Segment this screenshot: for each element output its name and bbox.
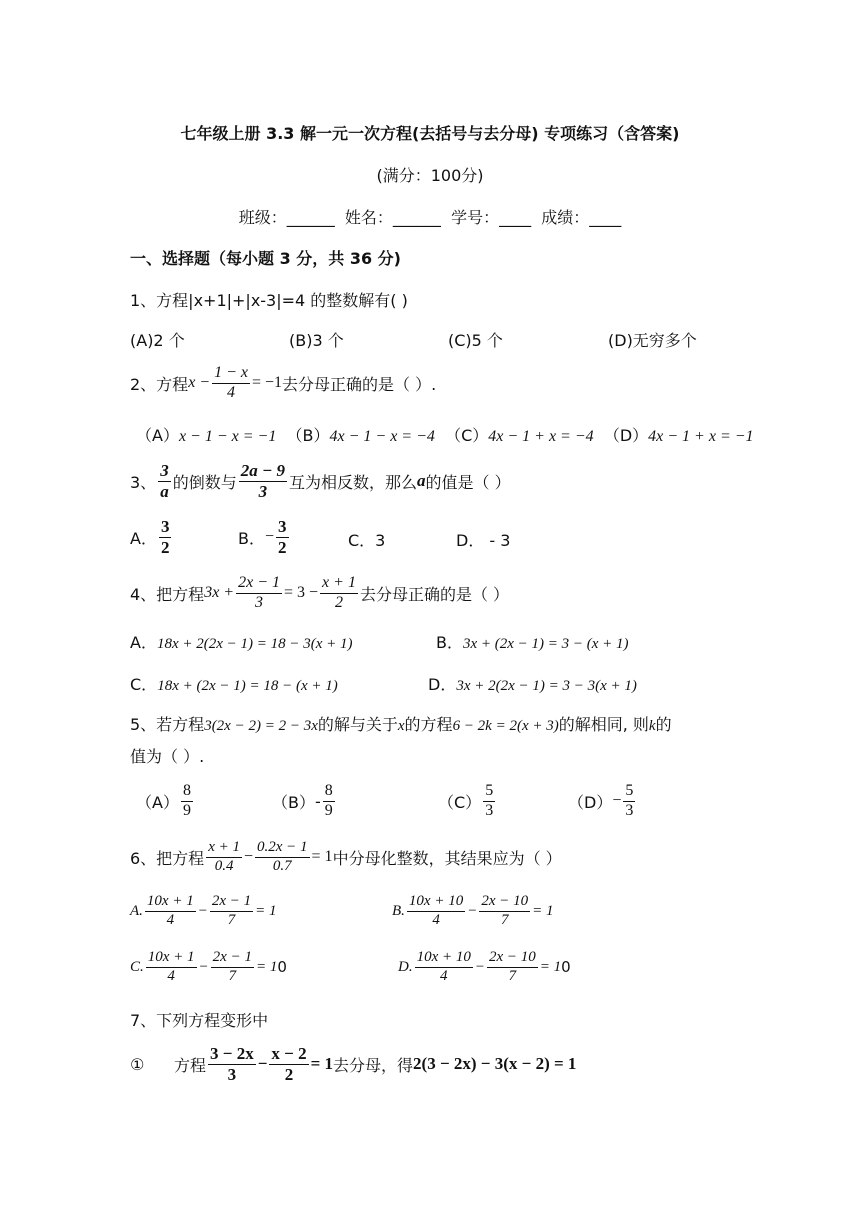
- q4-option-d-expr: 3x + 2(2x − 1) = 3 − 3(x + 1): [456, 678, 637, 694]
- q4-f2-den: 2: [335, 593, 343, 611]
- q5-option-b: [272, 776, 337, 826]
- q6-option-c-frac1: [146, 949, 197, 985]
- q5-option-b-num: 8: [323, 782, 335, 801]
- q4-option-c-expr: 18x + (2x − 1) = 18 − (x + 1): [157, 678, 338, 694]
- q5-option-a: [136, 776, 195, 826]
- q2-options: [136, 423, 754, 446]
- q4-option-a-label: A．: [130, 633, 157, 652]
- q6-option-d-rhs: = 1: [539, 958, 562, 975]
- q7-item-1-n2: x − 2: [271, 1043, 307, 1063]
- class-blank: ______: [286, 208, 335, 227]
- q6-option-a-d1: 4: [166, 911, 175, 928]
- q6-option-d-n2: 2x − 10: [487, 949, 538, 967]
- q1-option-d: (D)无穷多个: [608, 331, 697, 350]
- q5-stem-line2: 值为（ ）.: [130, 747, 205, 766]
- q4-f1-num: 2x − 1: [236, 574, 282, 593]
- q3-option-b-fraction: [276, 517, 289, 557]
- student-id-label: 学号：: [451, 208, 500, 227]
- q6-option-a-d2: 7: [227, 911, 236, 928]
- q6-fraction-1: [206, 839, 242, 875]
- score-label: 成绩：: [541, 208, 590, 227]
- q2-option-a-expr: x − 1 − x = −1: [178, 428, 277, 445]
- q4-expr-a: 3x +: [204, 584, 235, 601]
- q4-prefix: 4、把方程: [130, 584, 205, 604]
- q2-prefix: 2、方程: [130, 374, 189, 394]
- q7-item-1-result: 2(3 − 2x) − 3(x − 2) = 1: [413, 1054, 577, 1073]
- q5-mid: 的解与关于: [317, 715, 398, 734]
- q5-option-d-den: 3: [625, 801, 634, 819]
- q5-option-a-fraction: [181, 782, 193, 820]
- name-blank: ______: [392, 208, 441, 227]
- q4-fraction-1: [236, 574, 282, 612]
- q5-var: x: [397, 718, 405, 734]
- q5-option-a-den: 9: [182, 801, 191, 819]
- q6-option-b-d1: 4: [432, 911, 440, 928]
- student-id-blank: ____: [499, 208, 532, 227]
- q6-option-a-n1: 10x + 1: [145, 893, 196, 911]
- q4-option-d: [428, 672, 637, 695]
- q6-option-a-frac2: [210, 893, 253, 929]
- q2-frac-num: 1 − x: [212, 364, 250, 383]
- q6-f1-num: x + 1: [206, 839, 242, 857]
- q6-option-c-label: C.: [130, 958, 144, 975]
- q6-option-d-tail: 0: [561, 958, 571, 976]
- q6-minus: −: [243, 848, 253, 865]
- q7-item-1-d1: 3: [227, 1064, 237, 1084]
- q6-option-a: A. $\frac{10x + 1}{4}$ − $\frac{2x - 1}{7}$ = 1: [130, 893, 277, 928]
- q2-option-b-label: （B）: [286, 426, 330, 445]
- q6-option-b-rhs: = 1: [532, 902, 554, 919]
- q6-option-c-d1: 4: [167, 967, 175, 984]
- q3-f1-den: a: [160, 481, 169, 501]
- q6-option-d-d2: 7: [508, 967, 517, 984]
- q2-expr-b: = −1: [252, 374, 283, 391]
- student-info-line: [0, 205, 860, 228]
- q6-option-b-frac2: [479, 893, 530, 929]
- q4-f2-num: x + 1: [320, 574, 358, 593]
- q4-option-d-label: D．: [428, 675, 457, 694]
- q2-option-a-label: （A）: [136, 426, 179, 445]
- q2-fraction: [212, 364, 250, 402]
- q4-option-b-label: B．: [436, 633, 463, 652]
- q5-option-c-den: 3: [485, 801, 494, 819]
- q5-option-c-label: （C）: [438, 792, 482, 812]
- document-title: 七年级上册 3.3 解一元一次方程(去括号与去分母) 专项练习（含答案): [180, 124, 680, 143]
- q5-option-d-sign: −: [612, 792, 622, 809]
- q3-suffix: 的值是（ ）: [425, 472, 511, 492]
- q3-stem: [130, 456, 511, 506]
- q6-option-d-label: D.: [398, 958, 413, 975]
- q6-option-b-frac1: [407, 893, 465, 929]
- q3-option-a: [130, 512, 173, 562]
- q6-option-c-rhs: = 1: [255, 958, 278, 975]
- q2-expr-a: x −: [188, 374, 211, 391]
- q4-suffix: 去分母正确的是（ ）: [359, 584, 510, 604]
- q4-expr-b: = 3 −: [284, 584, 319, 601]
- q2-option-d-label: （D）: [603, 426, 649, 445]
- q3-option-d: D． - 3: [456, 531, 511, 550]
- q7-item-1-eq: = 1: [310, 1054, 334, 1073]
- q3-f2-den: 3: [258, 481, 268, 501]
- q6-option-d-frac2: [487, 949, 538, 985]
- score-blank: ____: [589, 208, 622, 227]
- q6-stem: [130, 832, 562, 882]
- q3-fraction-2: [239, 461, 287, 501]
- q2-suffix: 去分母正确的是（ ）.: [282, 374, 437, 394]
- q6-option-c-tail: 0: [277, 958, 287, 976]
- q7-item-1-d2: 2: [284, 1064, 294, 1084]
- q1-option-a: (A)2 个: [130, 331, 185, 350]
- q6-suffix: 中分母化整数，其结果应为（ ）: [332, 848, 562, 868]
- q4-option-c-label: C．: [130, 675, 158, 694]
- q5-option-c-num: 5: [483, 782, 495, 801]
- q6-option-c-d2: 7: [228, 967, 237, 984]
- q6-option-a-rhs: = 1: [255, 902, 277, 919]
- q5-suffix: 的: [655, 715, 672, 734]
- q7-item-1-frac1: [208, 1044, 256, 1084]
- q2-option-c-label: （C）: [445, 426, 489, 445]
- q3-option-b-sign: −: [264, 528, 275, 545]
- q6-option-c-n1: 10x + 1: [146, 949, 197, 967]
- q5-option-c-fraction: [483, 782, 495, 820]
- q5-option-d-label: （D）: [568, 792, 613, 812]
- q7-item-1-prefix: 方程: [174, 1055, 207, 1075]
- q3-option-a-label: A．: [130, 528, 157, 548]
- name-label: 姓名：: [344, 208, 393, 227]
- q6-option-a-frac1: [145, 893, 196, 929]
- q1-option-c: (C)5 个: [448, 331, 503, 350]
- q3-f2-num: 2a − 9: [240, 460, 286, 480]
- q4-option-a: [130, 630, 353, 653]
- q4-option-b-expr: 3x + (2x − 1) = 3 − (x + 1): [462, 636, 629, 652]
- q2-stem: [130, 358, 436, 408]
- q4-option-c: [130, 672, 338, 695]
- q5-option-d-fraction: [623, 782, 635, 820]
- q1-stem: 1、方程|x+1|+|x-3|=4 的整数解有( ): [130, 291, 408, 310]
- q3-option-b-den: 2: [278, 537, 287, 557]
- q6-option-a-n2: 2x − 1: [210, 893, 253, 911]
- q6-option-b-n2: 2x − 10: [479, 893, 530, 911]
- q3-option-a-num: 3: [160, 516, 170, 536]
- q5-option-a-num: 8: [181, 782, 193, 801]
- q5-option-d-num: 5: [623, 782, 635, 801]
- q2-option-b-expr: 4x − 1 − x = −4: [329, 428, 435, 445]
- q5-prefix: 5、若方程: [130, 715, 205, 734]
- q7-item-1-minus: −: [257, 1054, 268, 1073]
- q7-item-1-frac2: [269, 1044, 308, 1084]
- q5-mid2: 的方程: [404, 715, 453, 734]
- q4-stem: [130, 568, 509, 618]
- q7-item-1-mid: 去分母，得: [333, 1055, 414, 1075]
- q6-f2-num: 0.2x − 1: [255, 839, 310, 857]
- full-marks: (满分：100分): [376, 166, 484, 185]
- q3-option-b-label: B．: [238, 528, 265, 548]
- q6-option-d-frac1: [415, 949, 473, 985]
- q6-option-c-frac2: [211, 949, 254, 985]
- q7-item-1-marker: ①: [130, 1054, 145, 1074]
- q6-option-d-n1: 10x + 10: [415, 949, 473, 967]
- q4-fraction-2: [320, 574, 358, 612]
- q5-stem-line1: [130, 712, 672, 735]
- q7-item-1-n1: 3 − 2x: [210, 1043, 254, 1063]
- q3-option-c: C．3: [348, 531, 386, 550]
- q5-option-b-label: （B）: [272, 792, 315, 812]
- q1-option-b: (B)3 个: [289, 331, 344, 350]
- q4-option-a-expr: 18x + 2(2x − 1) = 18 − 3(x + 1): [156, 636, 353, 652]
- q5-eq1: 3(2x − 2) = 2 − 3x: [204, 718, 318, 734]
- q6-option-c: C. $\frac{10x + 1}{4}$ − $\frac{2x - 1}{7}$ = 1 0: [130, 949, 287, 984]
- q5-option-b-den: 9: [324, 801, 333, 819]
- q3-mid: 的倒数与: [172, 472, 237, 492]
- q6-option-d-d1: 4: [439, 967, 448, 984]
- q3-f1-num: 3: [160, 460, 169, 480]
- q4-f1-den: 3: [255, 593, 264, 611]
- class-label: 班级：: [238, 208, 287, 227]
- q2-option-d-expr: 4x − 1 + x = −1: [648, 428, 754, 445]
- q3-option-a-den: 2: [160, 537, 170, 557]
- q4-option-b: [436, 630, 629, 653]
- q6-option-b-d2: 7: [500, 911, 509, 928]
- q6-option-b: B. $\frac{10x + 10}{4}$ − $\frac{2x - 10}{7}$ = 1: [392, 893, 554, 928]
- q6-eq: = 1: [311, 848, 333, 865]
- q7-stem: 7、下列方程变形中: [130, 1011, 269, 1030]
- q6-prefix: 6、把方程: [130, 848, 205, 868]
- q6-f1-den: 0.4: [214, 857, 234, 874]
- q5-mid3: 的解相同, 则: [558, 715, 649, 734]
- q5-option-d: [568, 776, 637, 826]
- q5-option-b-sign: -: [314, 791, 321, 811]
- q6-f2-den: 0.7: [272, 857, 292, 874]
- q5-option-c: [438, 776, 497, 826]
- q2-frac-den: 4: [227, 383, 236, 401]
- q5-option-a-label: （A）: [136, 792, 179, 812]
- q5-k: k: [648, 718, 656, 734]
- q6-option-b-label: B.: [392, 902, 405, 919]
- q3-mid2: 互为相反数，那么: [289, 472, 418, 492]
- section-heading: 一、选择题（每小题 3 分，共 36 分): [130, 249, 401, 268]
- q3-prefix: 3、: [130, 472, 157, 492]
- q6-option-d: D. $\frac{10x + 10}{4}$ − $\frac{2x - 10}{7}$ = 1 0: [398, 949, 571, 984]
- q6-fraction-2: [255, 839, 310, 875]
- q7-item-1: [130, 1038, 576, 1090]
- q5-eq2: 6 − 2k = 2(x + 3): [452, 718, 559, 734]
- q6-option-c-n2: 2x − 1: [211, 949, 254, 967]
- q6-option-a-label: A.: [130, 902, 143, 919]
- q3-option-a-fraction: [159, 517, 172, 557]
- q3-option-b-num: 3: [278, 516, 287, 536]
- q3-fraction-1: [158, 461, 171, 501]
- q3-var: a: [417, 471, 426, 490]
- q6-option-b-n1: 10x + 10: [407, 893, 465, 911]
- q5-option-b-fraction: [323, 782, 335, 820]
- q3-option-b: [238, 512, 291, 562]
- q2-option-c-expr: 4x − 1 + x = −4: [488, 428, 594, 445]
